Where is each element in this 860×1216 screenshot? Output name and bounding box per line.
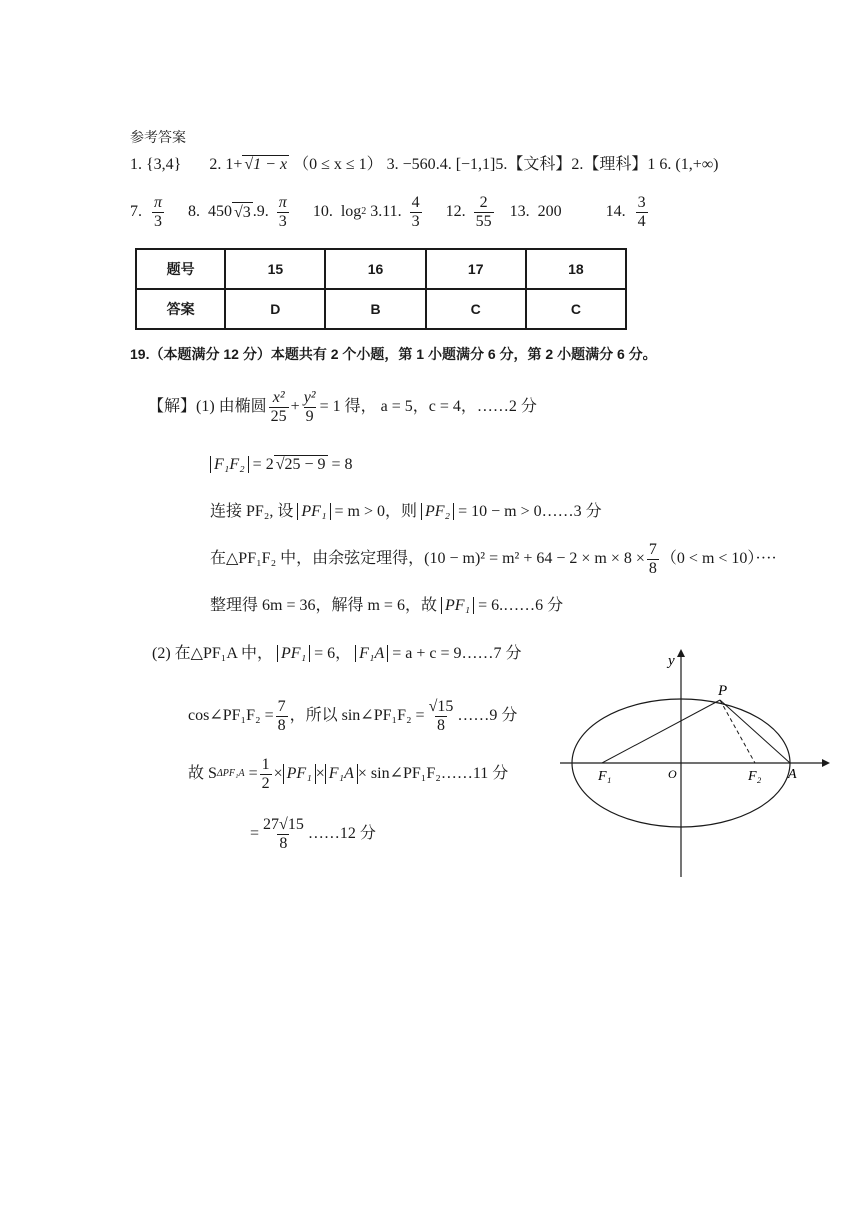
table-cell: 题号: [136, 249, 225, 289]
segment-pa: [720, 700, 790, 763]
sin-label: ，所以 sin∠PF₁F₂ =: [289, 707, 425, 724]
abs-pf1: PF₁: [283, 764, 316, 784]
answer-7-fraction: $\frac{\pi}{3}$: [154, 193, 163, 230]
times-sign: ×: [273, 765, 283, 782]
abs-pf1: PF₁: [297, 503, 330, 520]
solution-line-4-a: 在△PF₁F₂ 中，由余弦定理得，(10 − m)² = m² + 64 − 2 × m × 8 ×: [210, 550, 645, 567]
label-f2: F₂: [748, 769, 762, 784]
answer-12-label: 12.: [445, 203, 466, 220]
answer-10-base: 2: [361, 206, 367, 217]
solution-line-2: [210, 455, 353, 475]
label-y: y: [668, 653, 675, 669]
result-fraction: $\frac{27√15}{8}$: [263, 815, 304, 852]
part-2-line-1: [152, 644, 522, 664]
answer-4-value: [−1,1]: [455, 156, 496, 173]
table-cell: 17: [426, 249, 526, 289]
answer-9-fraction: $\frac{\pi}{3}$: [278, 193, 287, 230]
answers-line-2: [130, 190, 650, 234]
answer-table: [135, 248, 627, 330]
label-a: A: [788, 767, 797, 782]
answer-10-arg: 3: [370, 203, 379, 220]
answer-3-label: 3.: [386, 156, 399, 173]
area-equals: =: [248, 765, 258, 782]
part-2-line-4: [250, 812, 376, 856]
segment-pf2: [720, 700, 755, 763]
table-cell: 答案: [136, 289, 225, 329]
abs-f1a: F₁A: [355, 645, 388, 662]
answer-6-value: (1,+∞): [675, 156, 719, 173]
result-equals: =: [250, 825, 260, 842]
solution-line-4-b: （0 < m < 10）····: [660, 550, 777, 567]
abs-pf1: PF₁: [441, 597, 474, 614]
sqrt-25-9: √25 − 9: [275, 456, 326, 473]
abs-pf1: PF₁: [277, 645, 310, 662]
label-f1: F₁: [598, 769, 612, 784]
answer-11-label: .11.: [378, 203, 402, 220]
ellipse-y-fraction: $\frac{\text{y²}}{9}$: [303, 388, 316, 425]
answer-11-fraction: $\frac{4}{3}$: [411, 193, 420, 230]
label-o: O: [668, 767, 677, 781]
solution-line-1-values: a = 5，c = 4，……2 分: [380, 398, 537, 415]
question-19-heading: 19.（本题满分 12 分）本题共有 2 个小题，第 1 小题满分 6 分，第 2 小题满分 6 分。: [130, 346, 657, 362]
answer-9-label: .9.: [252, 203, 269, 220]
solution-line-2-rhs: = 8: [331, 456, 353, 473]
half-fraction: $\frac{1}{2}$: [261, 755, 270, 792]
abs-f1a: F₁A: [325, 764, 358, 784]
label-p: P: [718, 683, 728, 699]
cos-value-fraction: $\frac{7}{8}$: [277, 697, 286, 734]
solution-line-3-c: = m > 0，则: [334, 503, 417, 520]
answer-4-label: .4.: [435, 156, 452, 173]
y-axis-arrow: [677, 649, 685, 657]
answer-2-sqrt: √1 − x: [244, 156, 288, 173]
times-sign: ×: [315, 765, 325, 782]
answer-7-label: 7.: [130, 203, 142, 220]
answer-8-value: 450: [208, 203, 233, 220]
table-cell: C: [426, 289, 526, 329]
part-2-prefix: (2) 在△PF₁A 中，: [152, 645, 274, 662]
part-2-value-2: = a + c = 9……7 分: [392, 645, 522, 662]
abs-pf2: PF₂: [421, 503, 454, 520]
area-subscript: ΔPF₁A: [216, 768, 245, 779]
answer-8-sqrt: √3: [234, 203, 251, 221]
result-score: ……12 分: [307, 825, 376, 842]
area-tail: × sin∠PF₁F₂……11 分: [357, 765, 509, 782]
answer-5-label: 5.: [495, 156, 508, 173]
table-cell: 16: [325, 249, 425, 289]
solution-line-1-eq: = 1 得，: [319, 398, 377, 415]
x-axis-arrow: [822, 759, 830, 767]
answers-line-1: [130, 155, 718, 175]
page-title: 参考答案: [130, 131, 186, 146]
table-cell: C: [526, 289, 626, 329]
plus-sign: +: [290, 398, 300, 415]
solution-line-5-c: = 6.……6 分: [478, 597, 564, 614]
area-label: 故 S: [188, 765, 217, 782]
answer-2-label: 2.: [209, 156, 222, 173]
answer-5-value: 【文科】2.【理科】1: [507, 156, 656, 173]
solution-line-1: [148, 385, 537, 429]
table-cell: D: [225, 289, 325, 329]
ellipse-x-fraction: $\frac{\text{x²}}{25}$: [270, 388, 287, 425]
solution-line-3-a: 连接 PF₂, 设: [210, 503, 294, 520]
answer-1-value: {3,4}: [146, 156, 182, 173]
answer-10-label: 10.: [312, 203, 333, 220]
part-2-line-2: [188, 694, 517, 738]
answer-14-fraction: $\frac{3}{4}$: [637, 193, 646, 230]
part-2-line-3: [188, 752, 508, 796]
answer-1-label: 1.: [130, 156, 142, 173]
table-cell: 15: [225, 249, 325, 289]
cos-fraction: $\frac{7}{8}$: [648, 540, 657, 577]
solution-line-2-eq: = 2: [252, 456, 274, 473]
answer-13-value: 200: [537, 203, 562, 220]
answer-2-condition: （0 ≤ x ≤ 1）: [293, 156, 383, 173]
solution-line-4: [210, 537, 777, 581]
answer-14-label: 14.: [605, 203, 626, 220]
ellipse-figure: [560, 645, 830, 885]
solution-line-1-prefix: 【解】(1) 由椭圆: [148, 398, 267, 415]
answer-6-label: 6.: [659, 156, 672, 173]
cos-line-score: ……9 分: [457, 707, 518, 724]
answer-3-value: −560: [402, 156, 436, 173]
abs-f1f2: F₁F₂: [210, 456, 249, 473]
answer-2-prefix: 1+: [225, 156, 243, 173]
table-row: [136, 289, 626, 329]
solution-line-5: [210, 596, 563, 616]
table-cell: 18: [526, 249, 626, 289]
table-cell: B: [325, 289, 425, 329]
solution-line-3: [210, 502, 602, 522]
sin-value-fraction: $\frac{√15}{8}$: [428, 697, 454, 734]
solution-line-3-e: = 10 − m > 0……3 分: [458, 503, 602, 520]
part-2-value-1: = 6，: [314, 645, 352, 662]
answer-13-label: 13.: [509, 203, 530, 220]
answer-8-label: 8.: [188, 203, 201, 220]
answer-12-fraction: $\frac{2}{55}$: [475, 193, 492, 230]
table-row: [136, 249, 626, 289]
answer-10-log: log: [340, 203, 362, 220]
solution-line-5-a: 整理得 6m = 36，解得 m = 6，故: [210, 597, 437, 614]
cos-label: cos∠PF₁F₂ =: [188, 707, 274, 724]
